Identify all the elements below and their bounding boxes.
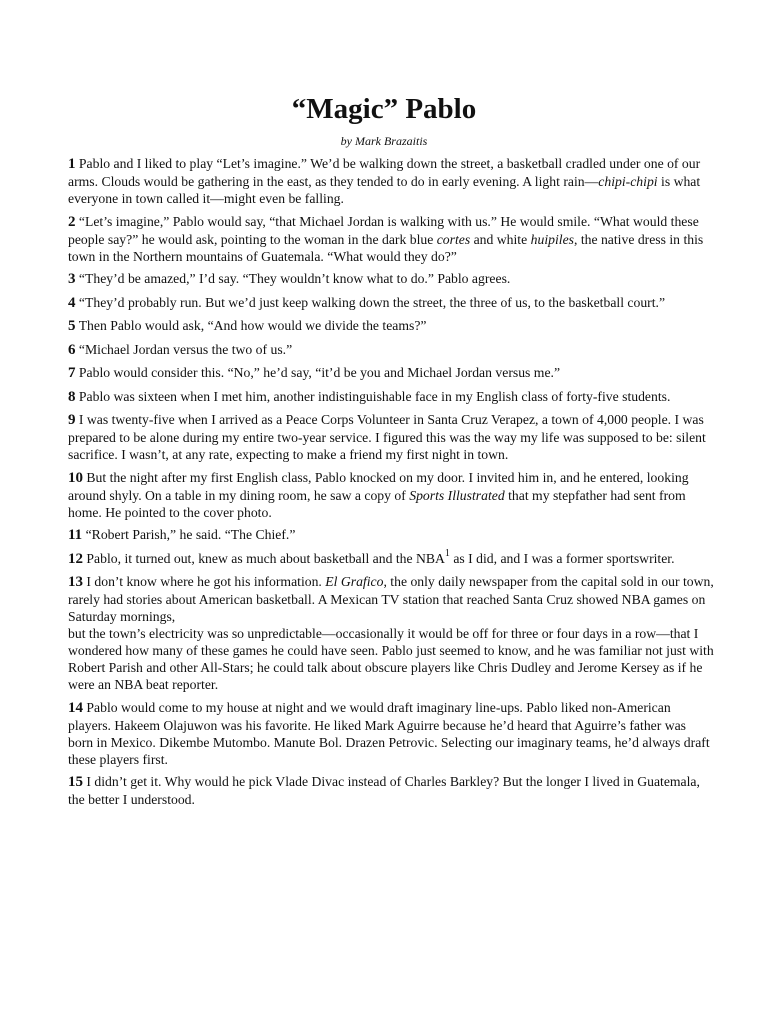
paragraph-number: 15: [68, 774, 83, 790]
italic-text: huipiles: [530, 231, 574, 247]
paragraph-number: 1: [68, 156, 76, 172]
paragraph-text: Pablo was sixteen when I met him, another indistinguishable face in my English class of forty-five students.: [78, 388, 671, 404]
paragraph-text: “They’d be amazed,” I’d say. “They wouldn’t know what to do.” Pablo agrees.: [78, 271, 511, 286]
paragraph-number: 8: [68, 388, 76, 405]
paragraph-2: [68, 213, 714, 265]
paragraph-13: [68, 573, 714, 693]
paragraph-text: , the only daily newspaper from the capital sold in our town, rarely had stories about American basketball. A Mexican TV station that reached Santa Cruz showed NBA games on Saturday mornings,: [68, 574, 714, 624]
paragraph-text: I don’t know where he got his information.: [86, 574, 326, 589]
paragraph-text: Pablo would come to my house at night and we would draft imaginary line-ups. Pablo liked non-American players. Hakeem Olajuwon was his favorite. He liked Mark Aguirre because he’d heard that Aguirre’s father was born in Mexico. Dikembe Mutombo. Manute Bol. Drazen Petrovic. Selecting our imaginary teams, he’d always draft these players first.: [68, 699, 710, 767]
italic-text: El Grafico: [325, 574, 384, 589]
paragraph-7: [68, 364, 714, 382]
paragraph-number: 11: [68, 527, 83, 543]
paragraph-text: Pablo would consider this. “No,” he’d say, “it’d be you and Michael Jordan versus me.”: [78, 365, 561, 380]
paragraph-text: Then Pablo would ask, “And how would we divide the teams?”: [78, 318, 427, 333]
paragraph-number: 10: [68, 469, 83, 486]
paragraph-text: is what everyone in town called it—might even be falling.: [68, 174, 701, 206]
paragraph-text: and white: [470, 231, 531, 247]
paragraph-text: “Michael Jordan versus the two of us.”: [78, 341, 293, 357]
paragraph-text: Pablo and I liked to play “Let’s imagine.” We’d be walking down the street, a basketball cradled under one of our arms. Clouds would be gathering in the east, as they tended to do in early evening. A light rain—: [68, 156, 701, 189]
paragraph-text: “Robert Parish,” he said. “The Chief.”: [85, 527, 296, 542]
paragraph-3: [68, 270, 714, 288]
paragraph-number: 2: [68, 213, 76, 230]
paragraph-11: [68, 526, 714, 544]
paragraph-text: “Let’s imagine,” Pablo would say, “that Michael Jordan is walking with us.” He would smile. “What would these people say?” he would ask, pointing to the woman in the dark blue: [68, 213, 699, 247]
paragraph-6: [68, 341, 714, 359]
paragraph-number: 9: [68, 412, 76, 428]
paragraph-9: [68, 411, 714, 463]
paragraph-5: [68, 317, 714, 335]
paragraph-number: 13: [68, 574, 83, 590]
byline: by Mark Brazaitis: [340, 134, 428, 148]
paragraph-text: I didn’t get it. Why would he pick Vlade Divac instead of Charles Barkley? But the longer I lived in Guatemala, the better I understood.: [68, 774, 700, 807]
italic-text: cortes: [436, 231, 471, 247]
paragraph-number: 7: [68, 365, 76, 381]
paragraph-number: 12: [68, 550, 83, 567]
paragraph-number: 5: [68, 318, 76, 334]
paragraph-text: as I did, and I was a former sportswriter.: [449, 550, 675, 566]
paragraph-8: [68, 388, 714, 406]
paragraph-number: 6: [68, 341, 76, 358]
paragraph-text: but the town’s electricity was so unpredictable—occasionally it would be off for three or four days in a row—that I wondered how many of these games he could have seen. Pablo just seemed to know, and he was familiar not just with Robert Parish and other All-Stars; he could talk about obscure players like Chris Dudley and Jerome Kersey as if he were an NBA beat reporter.: [68, 626, 714, 692]
paragraph-text: that my stepfather had sent from home. He pointed to the cover photo.: [68, 487, 686, 520]
paragraph-text: , the native dress in this town in the Northern mountains of Guatemala. “What would they do?”: [68, 231, 704, 264]
paragraph-text: “They’d probably run. But we’d just keep walking down the street, the three of us, to the basketball court.”: [78, 294, 666, 310]
paragraph-text: But the night after my first English class, Pablo knocked on my door. I invited him in, and he entered, looking around shyly. On a table in my dining room, he saw a copy of: [68, 469, 689, 503]
paragraph-15: [68, 773, 714, 808]
paragraph-4: [68, 294, 714, 312]
paragraph-10: [68, 469, 714, 521]
footnote-marker: 1: [444, 547, 450, 559]
italic-text: chipi-chipi: [598, 174, 658, 189]
story-body: [68, 155, 714, 814]
paragraph-14: [68, 699, 714, 768]
paragraph-number: 14: [68, 699, 83, 716]
paragraph-text: Pablo, it turned out, knew as much about basketball and the NBA: [86, 550, 445, 566]
paragraph-12: [68, 547, 714, 568]
paragraph-number: 3: [68, 271, 76, 287]
italic-text: Sports Illustrated: [409, 487, 505, 503]
paragraph-text: I was twenty-five when I arrived as a Peace Corps Volunteer in Santa Cruz Verapez, a town of 4,000 people. I was prepared to be alone during my entire two-year service. I figured this was the way my life was supposed to be: silent sacrifice. I wasn’t, at any rate, expecting to make a friend my first night in town.: [68, 412, 706, 462]
paragraph-1: [68, 155, 714, 207]
paragraph-number: 4: [68, 294, 76, 311]
page-title: “Magic” Pablo: [291, 93, 477, 125]
